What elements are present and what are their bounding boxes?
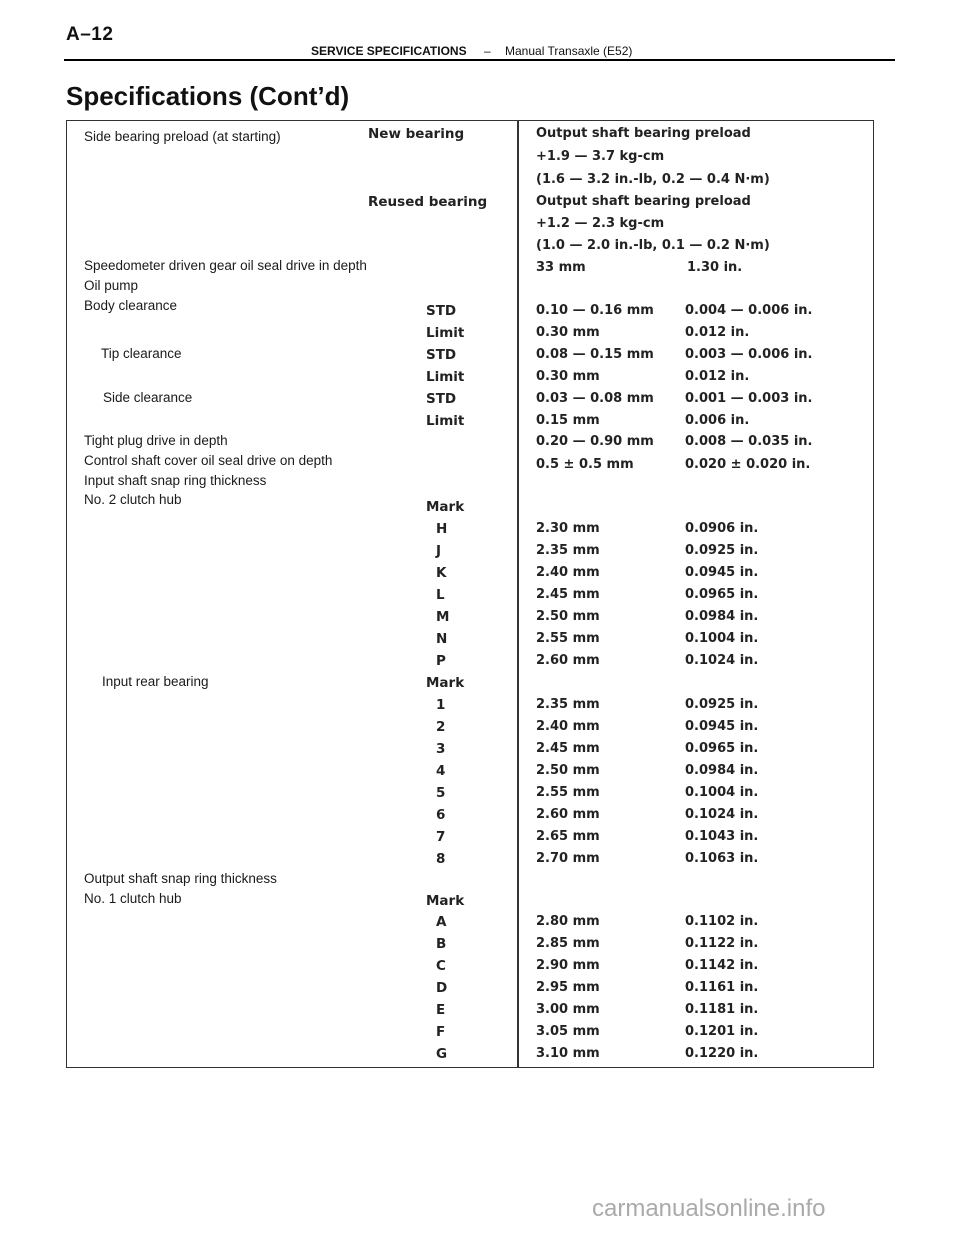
value-mm: 2.45 mm [536, 741, 600, 756]
mark-b: B [436, 936, 447, 952]
item-control-shaft-seal-depth: Control shaft cover oil seal drive on depth [84, 453, 333, 468]
cond-reused-bearing: Reused bearing [368, 194, 488, 210]
item-input-rear-bearing: Input rear bearing [102, 674, 209, 689]
value-in: 0.012 in. [685, 325, 750, 340]
item-speedometer-seal-depth: Speedometer driven gear oil seal drive in depth [84, 258, 367, 273]
preload-value-alt: (1.0 — 2.0 in.-lb, 0.1 — 0.2 N·m) [536, 238, 770, 253]
value-mm: 2.55 mm [536, 631, 600, 646]
mark-7: 7 [436, 829, 446, 845]
header-rule [64, 59, 895, 61]
mark-2: 2 [436, 719, 446, 735]
page-title: Specifications (Cont’d) [66, 81, 350, 111]
cond-limit: Limit [426, 325, 465, 341]
item-side-bearing-preload: Side bearing preload (at starting) [84, 129, 281, 144]
item-no1-clutch-hub: No. 1 clutch hub [84, 891, 182, 906]
value-in: 0.1142 in. [685, 958, 759, 973]
value-in: 0.1201 in. [685, 1024, 759, 1039]
value-mm: 33 mm [536, 260, 586, 275]
item-input-snap-ring: Input shaft snap ring thickness [84, 473, 267, 488]
mark-j: J [436, 543, 442, 559]
cond-limit: Limit [426, 369, 465, 385]
preload-label: Output shaft bearing preload [536, 126, 751, 141]
header-model: Manual Transaxle (E52) [505, 44, 633, 58]
mark-d: D [436, 980, 448, 996]
header-separator: – [484, 44, 491, 58]
value-in: 0.004 — 0.006 in. [685, 303, 813, 318]
value-in: 0.1063 in. [685, 851, 759, 866]
value-in: 0.012 in. [685, 369, 750, 384]
mark-5: 5 [436, 785, 446, 801]
mark-6: 6 [436, 807, 446, 823]
mark-4: 4 [436, 763, 446, 779]
cond-std: STD [426, 303, 457, 319]
value-in: 1.30 in. [687, 260, 743, 275]
preload-value-alt: (1.6 — 3.2 in.-lb, 0.2 — 0.4 N·m) [536, 172, 770, 187]
mark-h: H [436, 521, 448, 537]
item-output-snap-ring: Output shaft snap ring thickness [84, 871, 277, 886]
mark-p: P [436, 653, 446, 669]
value-in: 0.0906 in. [685, 521, 759, 536]
value-in: 0.1122 in. [685, 936, 759, 951]
mark-m: M [436, 609, 450, 625]
cond-std: STD [426, 391, 457, 407]
item-body-clearance: Body clearance [84, 298, 178, 313]
value-mm: 0.10 — 0.16 mm [536, 303, 654, 318]
spec-table-divider [517, 120, 519, 1068]
value-in: 0.008 — 0.035 in. [685, 434, 813, 449]
value-in: 0.0984 in. [685, 609, 759, 624]
value-mm: 3.05 mm [536, 1024, 600, 1039]
value-in: 0.0925 in. [685, 697, 759, 712]
value-in: 0.0945 in. [685, 719, 759, 734]
value-mm: 2.90 mm [536, 958, 600, 973]
cond-mark-header: Mark [426, 499, 465, 515]
value-in: 0.0965 in. [685, 741, 759, 756]
value-mm: 2.30 mm [536, 521, 600, 536]
value-mm: 0.08 — 0.15 mm [536, 347, 654, 362]
value-in: 0.1181 in. [685, 1002, 759, 1017]
value-mm: 2.50 mm [536, 763, 600, 778]
value-mm: 2.70 mm [536, 851, 600, 866]
mark-8: 8 [436, 851, 446, 867]
value-mm: 2.85 mm [536, 936, 600, 951]
value-mm: 3.10 mm [536, 1046, 600, 1061]
value-in: 0.1102 in. [685, 914, 759, 929]
value-in: 0.1161 in. [685, 980, 759, 995]
preload-label: Output shaft bearing preload [536, 194, 751, 209]
value-mm: 0.30 mm [536, 369, 600, 384]
value-mm: 2.35 mm [536, 543, 600, 558]
item-tight-plug-depth: Tight plug drive in depth [84, 433, 228, 448]
value-mm: 2.60 mm [536, 653, 600, 668]
value-mm: 2.65 mm [536, 829, 600, 844]
mark-l: L [436, 587, 445, 603]
value-in: 0.1220 in. [685, 1046, 759, 1061]
item-no2-clutch-hub: No. 2 clutch hub [84, 492, 182, 507]
value-in: 0.1004 in. [685, 785, 759, 800]
item-side-clearance: Side clearance [103, 390, 193, 405]
cond-mark-header: Mark [426, 893, 465, 909]
value-in: 0.0945 in. [685, 565, 759, 580]
value-in: 0.0925 in. [685, 543, 759, 558]
value-mm: 2.55 mm [536, 785, 600, 800]
value-in: 0.001 — 0.003 in. [685, 391, 813, 406]
watermark: carmanualsonline.info [592, 1195, 826, 1222]
mark-f: F [436, 1024, 446, 1040]
value-mm: 2.40 mm [536, 565, 600, 580]
value-in: 0.0984 in. [685, 763, 759, 778]
mark-1: 1 [436, 697, 446, 713]
value-mm: 0.03 — 0.08 mm [536, 391, 654, 406]
value-in: 0.1043 in. [685, 829, 759, 844]
mark-k: K [436, 565, 447, 581]
cond-limit: Limit [426, 413, 465, 429]
value-mm: 0.30 mm [536, 325, 600, 340]
preload-value: +1.2 — 2.3 kg-cm [536, 216, 665, 231]
value-in: 0.020 ± 0.020 in. [685, 457, 811, 472]
value-mm: 2.95 mm [536, 980, 600, 995]
mark-e: E [436, 1002, 446, 1018]
mark-a: A [436, 914, 447, 930]
mark-n: N [436, 631, 448, 647]
value-in: 0.1024 in. [685, 807, 759, 822]
value-in: 0.006 in. [685, 413, 750, 428]
cond-std: STD [426, 347, 457, 363]
mark-g: G [436, 1046, 448, 1062]
cond-mark-header: Mark [426, 675, 465, 691]
value-in: 0.003 — 0.006 in. [685, 347, 813, 362]
value-mm: 2.40 mm [536, 719, 600, 734]
value-mm: 3.00 mm [536, 1002, 600, 1017]
item-oil-pump: Oil pump [84, 278, 139, 293]
value-in: 0.1024 in. [685, 653, 759, 668]
value-in: 0.1004 in. [685, 631, 759, 646]
value-mm: 2.35 mm [536, 697, 600, 712]
cond-new-bearing: New bearing [368, 126, 465, 142]
mark-3: 3 [436, 741, 446, 757]
value-mm: 2.50 mm [536, 609, 600, 624]
value-mm: 0.20 — 0.90 mm [536, 434, 654, 449]
mark-c: C [436, 958, 446, 974]
value-mm: 2.45 mm [536, 587, 600, 602]
value-mm: 0.15 mm [536, 413, 600, 428]
value-in: 0.0965 in. [685, 587, 759, 602]
value-mm: 0.5 ± 0.5 mm [536, 457, 634, 472]
item-tip-clearance: Tip clearance [101, 346, 182, 361]
value-mm: 2.80 mm [536, 914, 600, 929]
header-section-title: SERVICE SPECIFICATIONS [311, 44, 467, 58]
preload-value: +1.9 — 3.7 kg-cm [536, 149, 665, 164]
value-mm: 2.60 mm [536, 807, 600, 822]
page-number: A–12 [66, 24, 114, 45]
